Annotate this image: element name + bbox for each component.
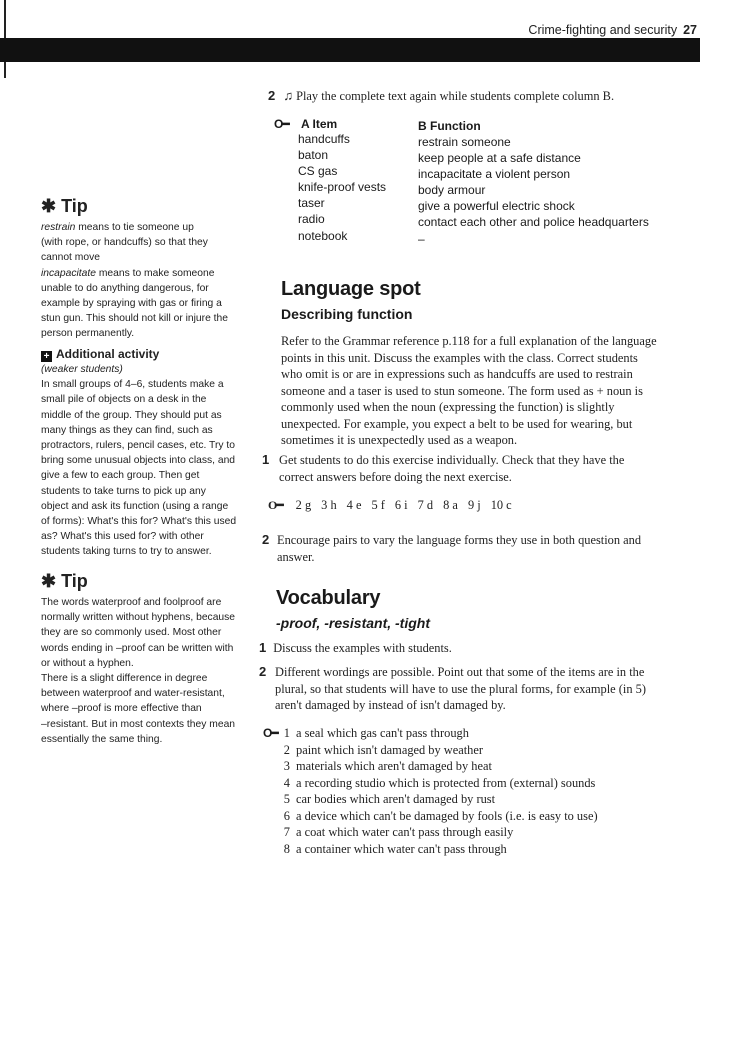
paragraph-line: unexpected. For example, you expect a belt to be used for wearing, but (281, 416, 633, 431)
exercise-line: Encourage pairs to vary the language forms they use in both question and (277, 533, 642, 547)
tip-line: (with rope, or handcuffs) so that they (41, 237, 208, 249)
answer-item (276, 758, 598, 775)
headphones-icon: ♫ (283, 88, 294, 103)
answer-number: 5 (283, 792, 290, 806)
plus-box-icon: + (41, 351, 52, 362)
tip-line: they are so commonly used. Most other (41, 627, 222, 639)
tip-line: between waterproof and water-resistant, (41, 688, 225, 700)
tip-line: –resistant. But in most contexts they mean (41, 718, 236, 730)
tip-line: or without a hyphen. (41, 657, 134, 669)
key-answer: 4 e (346, 498, 362, 512)
section-subtitle: Describing function (281, 306, 413, 322)
running-header (528, 23, 697, 37)
additional-line: middle of the group. They should put as (41, 409, 222, 421)
tip-line: example by spraying with gas or firing a (41, 298, 222, 310)
additional-line: many things as they can find, such as (41, 424, 213, 436)
tip-line: The words waterproof and foolproof are (41, 597, 222, 608)
function-cell: – (418, 231, 425, 246)
additional-line: as? What's this used for? with other (41, 531, 204, 543)
item-cell: baton (298, 148, 329, 163)
tip-box-1 (41, 196, 253, 342)
additional-activity-box (41, 346, 253, 560)
additional-line: bring some unusual objects into class, and (41, 455, 236, 467)
key-answer: 2 g (295, 498, 312, 512)
function-cell: contact each other and police headquarters (418, 215, 649, 230)
tip-line: words ending in –proof can be written with (41, 642, 234, 654)
function-cell: incapacitate a violent person (418, 167, 571, 182)
paragraph-line: points in this unit. Discuss the examples with the class. Correct students (281, 350, 638, 365)
additional-line: give a few to each group. Then get (41, 470, 200, 482)
item-column (298, 131, 386, 244)
answer-item (276, 824, 598, 841)
answer-text: materials which aren't damaged by heat (296, 759, 492, 773)
exercise-line: Different wordings are possible. Point out that some of the items are in the (275, 665, 645, 679)
key-answer: 3 h (321, 498, 337, 512)
exercise-line: correct answers before doing the next exercise. (279, 469, 512, 484)
vocab-answer-list (276, 725, 598, 857)
column-b-header: B Function (418, 119, 481, 133)
answer-text: a container which water can't pass through (296, 841, 507, 856)
additional-line: object and ask its function (using a range (41, 500, 229, 512)
additional-line: small pile of objects on a desk in the (41, 394, 207, 406)
additional-line: In small groups of 4–6, students make a (41, 379, 224, 391)
answer-number: 1 (283, 726, 290, 740)
item-cell: notebook (298, 228, 348, 243)
function-cell: keep people at a safe distance (418, 151, 581, 166)
exercise-line: plural, so that students will have to use the plural forms, for example (in 5) (275, 681, 646, 696)
function-cell: body armour (418, 183, 486, 198)
ls-exercise-1-key (268, 497, 532, 514)
answer-number: 7 (283, 825, 290, 839)
tip-line: essentially the same thing. (41, 733, 163, 745)
key-answer: 10 c (490, 498, 512, 512)
answer-text: a coat which water can't pass through easily (296, 825, 514, 839)
tip-line: person permanently. (41, 328, 135, 340)
answer-item (276, 841, 598, 858)
key-answer: 8 a (443, 498, 458, 512)
section-title-vocabulary: Vocabulary (276, 587, 381, 609)
tip-text (41, 595, 253, 747)
additional-line: students to take turns to pick up any (41, 485, 206, 497)
exercise-line: aren't damaged by instead of isn't damaged by. (275, 698, 506, 712)
paragraph-line: Refer to the Grammar reference p.118 for a full explanation of the language (281, 334, 657, 348)
tip-line: normally written without hyphens, because (41, 612, 236, 624)
answer-text: paint which isn't damaged by weather (296, 742, 484, 757)
paragraph-line: someone and a taser is used to stun someone. The form used as + noun is (281, 383, 643, 398)
vocab-key-icon: O━ (263, 726, 278, 740)
page-number: 27 (683, 23, 697, 37)
tip-heading: ✱ Tip (41, 196, 88, 216)
answer-number: 6 (283, 808, 290, 823)
key-answer: 9 j (467, 498, 481, 512)
tip-text (41, 220, 253, 342)
vocab-exercise-1: 1 Discuss the examples with students. (259, 640, 452, 655)
additional-activity-heading: + Additional activity (41, 346, 253, 362)
answer-item (276, 775, 598, 792)
tip-line: where –proof is more effective than (41, 703, 202, 715)
exercise-line: Get students to do this exercise individually. Check that they have the (279, 453, 625, 467)
paragraph-line: sometimes it is unexpectedly used as a weapon. (281, 433, 518, 447)
item-cell: CS gas (298, 164, 338, 179)
key-icon: O━ (268, 498, 283, 512)
answer-number: 2 (283, 742, 290, 757)
tip-line: incapacitate means to make someone (41, 267, 215, 279)
vocab-exercise-2: 2 Different wordings are possible. Point out that some of the items are in the plural, so that students will have to use the plural forms, for example (in 5) aren't damaged by instead of isn't damaged by. (259, 664, 699, 714)
tip-line: unable to do anything dangerous, for (41, 282, 209, 294)
item-cell: knife-proof vests (298, 180, 387, 195)
answer-number: 4 (283, 775, 290, 790)
answer-item (276, 742, 598, 759)
additional-activity-text (41, 377, 253, 559)
key-answer: 6 i (394, 498, 408, 512)
answer-text: a recording studio which is protected from (external) sounds (296, 775, 596, 790)
tip-line: There is a slight difference in degree (41, 673, 208, 685)
tip-line: restrain means to tie someone up (41, 222, 194, 233)
answer-number: 8 (283, 841, 290, 856)
paragraph-line: commonly used when the noun (expressing the function) is slightly (281, 400, 615, 414)
answer-item (276, 791, 598, 808)
additional-line: protractors, rulers, pencil cases, etc. Try to (41, 440, 235, 452)
item-cell: taser (298, 196, 325, 211)
tip-term: incapacitate (41, 267, 96, 279)
header-band (0, 38, 700, 62)
key-answer: 7 d (417, 498, 434, 512)
answer-key-icon: O━ (274, 117, 289, 131)
exercise-text: Play the complete text again while students complete column B. (296, 89, 615, 103)
tip-box-2 (41, 571, 253, 747)
column-a-header: A Item (301, 117, 338, 131)
answer-item (276, 725, 598, 742)
function-cell: restrain someone (418, 135, 511, 149)
function-column (418, 134, 649, 247)
answer-item (276, 808, 598, 825)
section-subtitle: -proof, -resistant, -tight (276, 615, 430, 631)
function-cell: give a powerful electric shock (418, 199, 575, 214)
tip-heading: ✱ Tip (41, 571, 88, 591)
additional-activity-subtitle: (weaker students) (41, 364, 123, 375)
additional-line: of forms): What's this for? What's this used (41, 516, 237, 528)
ls-exercise-2: 2 Encourage pairs to vary the language forms they use in both question and answer. (262, 532, 702, 565)
paragraph-line: who omit is or are in expressions such as handcuffs are used to restrain (281, 367, 633, 381)
ls-exercise-1: 1 Get students to do this exercise individually. Check that they have the correct answers before doing the next exercise. (262, 452, 702, 485)
answer-text: a device which can't be damaged by fools (i.e. is easy to use) (296, 808, 598, 823)
item-cell: handcuffs (298, 132, 350, 146)
item-cell: radio (298, 212, 325, 227)
tip-line: cannot move (41, 252, 100, 264)
exercise-2-intro (268, 88, 614, 105)
tip-line: stun gun. This should not kill or injure the (41, 313, 228, 325)
section-title-language-spot: Language spot (281, 278, 421, 300)
language-spot-paragraph (281, 333, 701, 449)
answer-number: 3 (283, 759, 290, 773)
answer-text: car bodies which aren't damaged by rust (296, 792, 496, 806)
key-answer: 5 f (371, 498, 385, 512)
answer-text: a seal which gas can't pass through (296, 726, 469, 740)
exercise-line: answer. (277, 549, 315, 564)
exercise-number: 2 (268, 88, 276, 103)
additional-line: students taking turns to try to answer. (41, 546, 212, 558)
chapter-title: Crime-fighting and security (528, 23, 678, 37)
tip-term: restrain (41, 222, 76, 233)
